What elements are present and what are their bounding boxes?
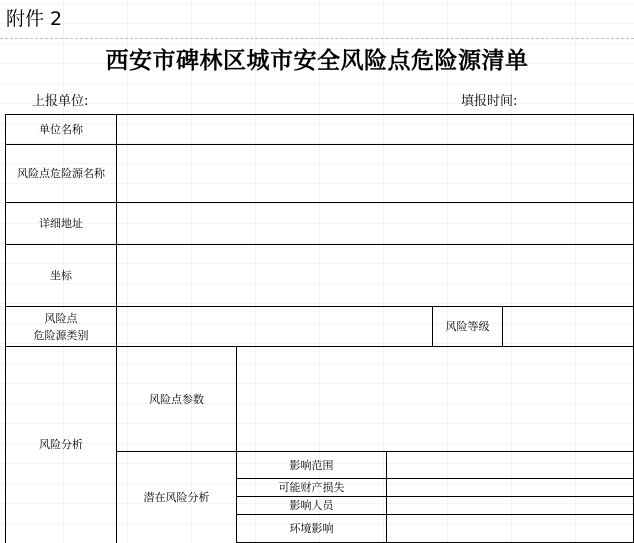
document-title: 西安市碑林区城市安全风险点危险源清单: [105, 47, 529, 74]
affected-people-value[interactable]: [387, 497, 633, 514]
coordinates-value[interactable]: [117, 245, 633, 306]
impact-scope-label: 影响范围: [289, 458, 334, 472]
potential-analysis-label: 潜在风险分析: [143, 490, 210, 504]
coordinates-label: 坐标: [50, 269, 72, 282]
risk-analysis-label: 风险分析: [39, 438, 83, 451]
property-loss-label: 可能财产损失: [278, 481, 345, 494]
env-impact-label: 环境影响: [289, 522, 334, 535]
category-label: [6, 307, 116, 346]
category-label-line2: 危险源类别: [33, 328, 89, 342]
fill-time-label: 填报时间:: [461, 94, 518, 109]
impact-scope-value[interactable]: [387, 452, 633, 478]
property-loss-value[interactable]: [387, 479, 633, 496]
risk-level-label: 风险等级: [445, 320, 490, 333]
env-impact-value[interactable]: [387, 515, 633, 542]
attachment-label: 附件 2: [6, 8, 63, 30]
unit-name-value[interactable]: [117, 115, 633, 144]
report-unit-label: 上报单位:: [32, 94, 89, 109]
address-label: 详细地址: [39, 217, 83, 230]
risk-params-value[interactable]: [237, 347, 633, 451]
category-label-line1: 风险点: [44, 311, 78, 325]
source-name-label: 风险点危险源名称: [17, 167, 105, 180]
risk-params-label: 风险点参数: [149, 392, 204, 406]
page-break-line: [0, 38, 634, 39]
category-value[interactable]: [117, 307, 432, 346]
source-name-value[interactable]: [117, 145, 633, 202]
risk-level-value[interactable]: [503, 307, 633, 346]
unit-name-label: 单位名称: [39, 123, 83, 136]
affected-people-label: 影响人员: [289, 499, 334, 512]
address-value[interactable]: [117, 203, 633, 244]
